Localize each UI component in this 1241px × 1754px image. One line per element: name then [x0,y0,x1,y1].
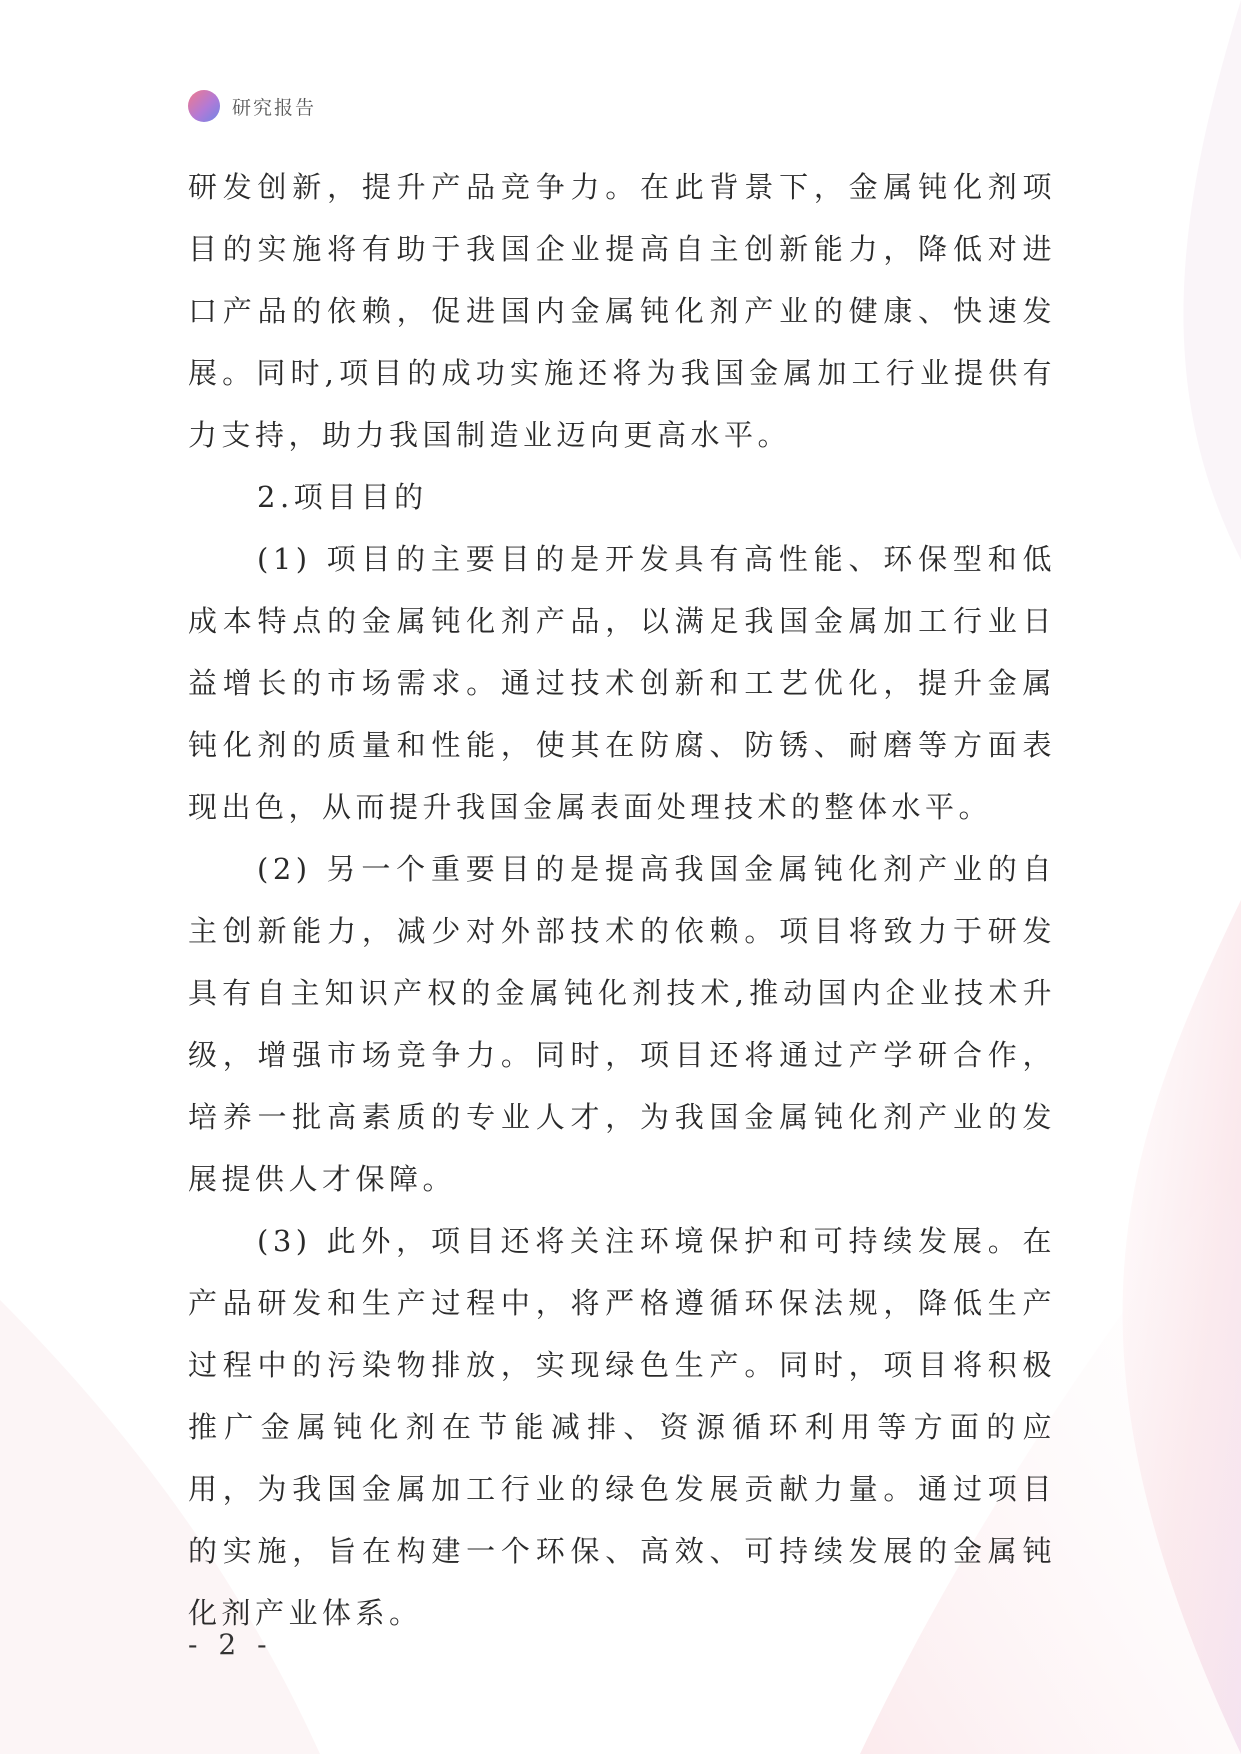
logo-dot-icon [188,90,220,122]
paragraph-1: 研发创新，提升产品竞争力。在此背景下，金属钝化剂项目的实施将有助于我国企业提高自主创新能力，降低对进口产品的依赖，促进国内金属钝化剂产业的健康、快速发展。同时,项目的成功实施还将为我国金属加工行业提供有力支持，助力我国制造业迈向更高水平。 [188,170,1056,452]
header-title: 研究报告 [232,96,317,119]
document-body [188,156,1056,1644]
paragraph-2: (1) 项目的主要目的是开发具有高性能、环保型和低成本特点的金属钝化剂产品，以满足我国金属加工行业日益增长的市场需求。通过技术创新和工艺优化，提升金属钝化剂的质量和性能，使其在防腐、防锈、耐磨等方面表现出色，从而提升我国金属表面处理技术的整体水平。 [188,542,1056,824]
page-number: - 2 - [188,1628,273,1661]
paragraph-4: (3) 此外，项目还将关注环境保护和可持续发展。在产品研发和生产过程中，将严格遵循环保法规，降低生产过程中的污染物排放，实现绿色生产。同时，项目将积极推广金属钝化剂在节能减排、资源循环利用等方面的应用，为我国金属加工行业的绿色发展贡献力量。通过项目的实施，旨在构建一个环保、高效、可持续发展的金属钝化剂产业体系。 [188,1224,1056,1630]
section-heading: 2.项目目的 [257,480,428,514]
report-header [188,90,316,122]
paragraph-3: (2) 另一个重要目的是提高我国金属钝化剂产业的自主创新能力，减少对外部技术的依赖。项目将致力于研发具有自主知识产权的金属钝化剂技术,推动国内企业技术升级，增强市场竞争力。同时，项目还将通过产学研合作，培养一批高素质的专业人才，为我国金属钝化剂产业的发展提供人才保障。 [188,852,1056,1196]
